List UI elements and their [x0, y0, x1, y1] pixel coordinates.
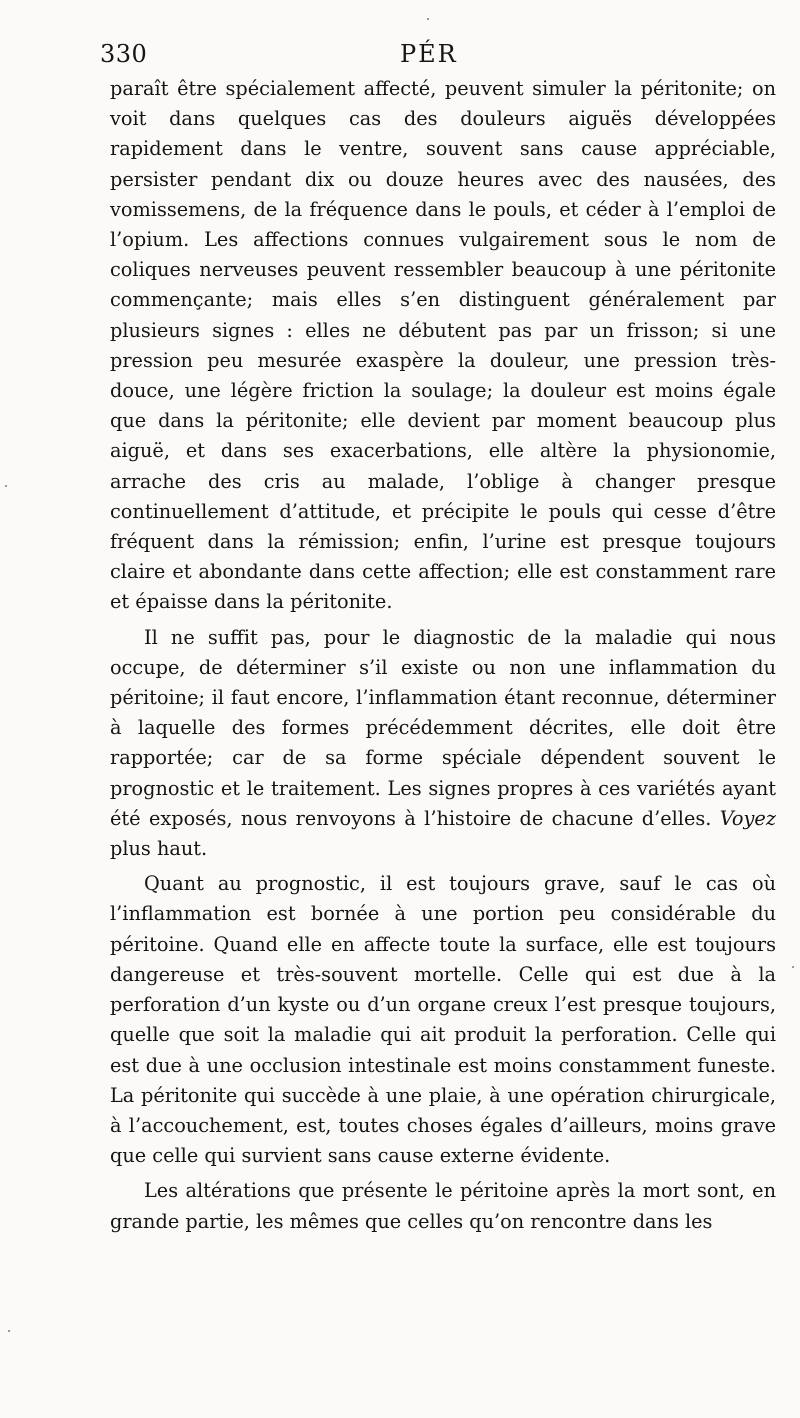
- running-head: PÉR: [400, 40, 458, 68]
- page-body: [110, 74, 776, 1237]
- scan-speck: [5, 485, 7, 487]
- paragraph-1: [110, 74, 776, 618]
- paragraph-1-text: paraît être spécialement affecté, peuvent simuler la péritonite; on voit dans quelques cas des douleurs aiguës développées rapidement dans le ventre, souvent sans cause appréciable, persister pendant dix ou douze heures avec des nausées, des vomissemens, de la fréquence dans le pouls, et céder à l’emploi de l’opium. Les affections connues vulgairement sous le nom de coliques nerveuses peuvent ressembler beaucoup à une péritonite commençante; mais elles s’en distinguent généralement par plusieurs signes : elles ne débutent pas par un frisson; si une pression peu mesurée exaspère la douleur, une pression très-douce, une légère friction la soulage; la douleur est moins égale que dans la péritonite; elle devient par moment beaucoup plus aiguë, et dans ses exacerbations, elle altère la physionomie, arrache des cris au malade, l’oblige à changer presque continuellement d’attitude, et précipite le pouls qui cesse d’être fréquent dans la rémission; enfin, l’urine est presque toujours claire et abondante dans cette affection; elle est constamment rare et épaisse dans la péritonite.: [110, 77, 776, 614]
- paragraph-2-text: Il ne suffit pas, pour le diagnostic de la maladie qui nous occupe, de déterminer s’il existe ou non une inflammation du péritoine; il faut encore, l’inflammation étant reconnue, déterminer à laquelle des formes précédemment décrites, elle doit être rapportée; car de sa forme spéciale dépendent souvent le prognostic et le traitement. Les signes propres à ces variétés ayant été exposés, nous renvoyons à l’histoire de chacune d’elles.: [110, 625, 776, 830]
- page-number: 330: [100, 40, 148, 68]
- scan-speck: [427, 18, 429, 20]
- paragraph-3-text: Quant au prognostic, il est toujours grave, sauf le cas où l’inflammation est bornée à une portion peu considérable du péritoine. Quand elle en affecte toute la surface, elle est toujours dangereuse et très-souvent mortelle. Celle qui est due à la perforation d’un kyste ou d’un organe creux l’est presque toujours, quelle que soit la maladie qui ait produit la perforation. Celle qui est due à une occlusion intestinale est moins constamment funeste. La péritonite qui succède à une plaie, à une opération chirurgicale, à l’accouchement, est, toutes choses égales d’ailleurs, moins grave que celle qui survient sans cause externe évidente.: [110, 872, 776, 1168]
- paragraph-4: [110, 1176, 776, 1236]
- paragraph-3: [110, 869, 776, 1171]
- paragraph-2: [110, 623, 776, 865]
- scan-speck: [792, 966, 794, 968]
- page-header: [100, 40, 780, 74]
- scan-speck: [8, 1330, 10, 1332]
- paragraph-2-italic-ref: Voyez: [719, 806, 776, 830]
- paragraph-2-tail: plus haut.: [110, 837, 208, 861]
- paragraph-4-text: Les altérations que présente le péritoine après la mort sont, en grande partie, les mêmes que celles qu’on rencontre dans les: [110, 1179, 776, 1233]
